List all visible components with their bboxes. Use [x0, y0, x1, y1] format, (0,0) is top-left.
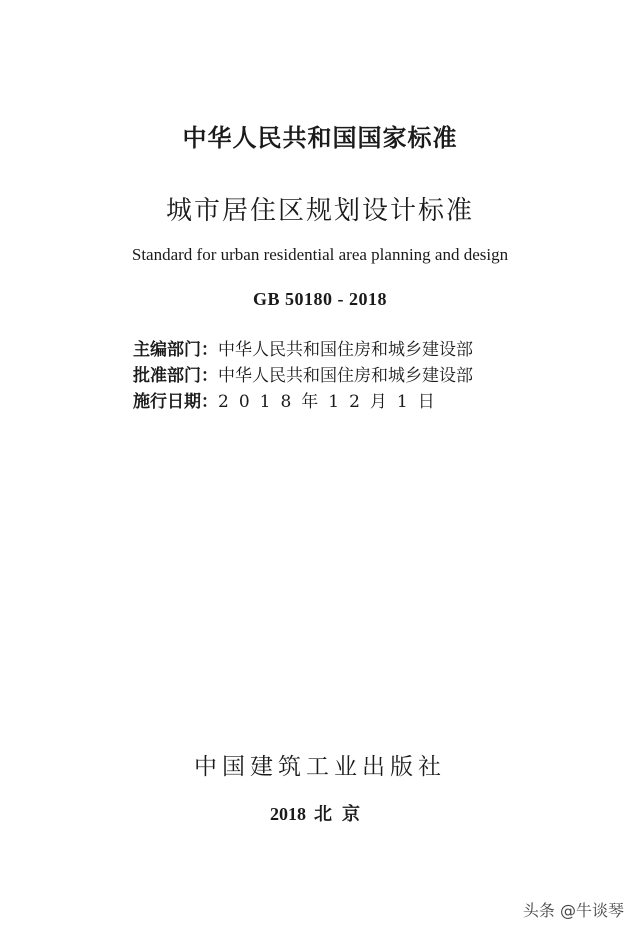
info-row-chief-editor	[133, 337, 473, 363]
info-label: 施行日期：	[133, 392, 218, 412]
info-row-effective-date	[133, 389, 473, 415]
standard-code: GB 50180 - 2018	[252, 289, 387, 309]
info-label: 批准部门：	[133, 366, 218, 386]
national-standard-heading: 中华人民共和国国家标准	[182, 124, 458, 152]
title-english: Standard for urban residential area planning and design	[131, 245, 509, 264]
imprint	[0, 800, 640, 826]
info-block	[133, 337, 473, 415]
info-label: 主编部门：	[133, 340, 218, 360]
info-value: 中华人民共和国住房和城乡建设部	[218, 340, 473, 360]
imprint-city: 北京	[314, 804, 370, 825]
info-value: 中华人民共和国住房和城乡建设部	[218, 366, 473, 386]
imprint-year: 2018	[270, 804, 306, 824]
publisher: 中国建筑工业出版社	[194, 754, 446, 780]
watermark: 头条 @牛谈琴	[522, 901, 624, 920]
info-row-approval	[133, 363, 473, 389]
title-chinese: 城市居住区规划设计标准	[165, 196, 474, 226]
info-value: 2018年12月1日	[218, 392, 445, 412]
